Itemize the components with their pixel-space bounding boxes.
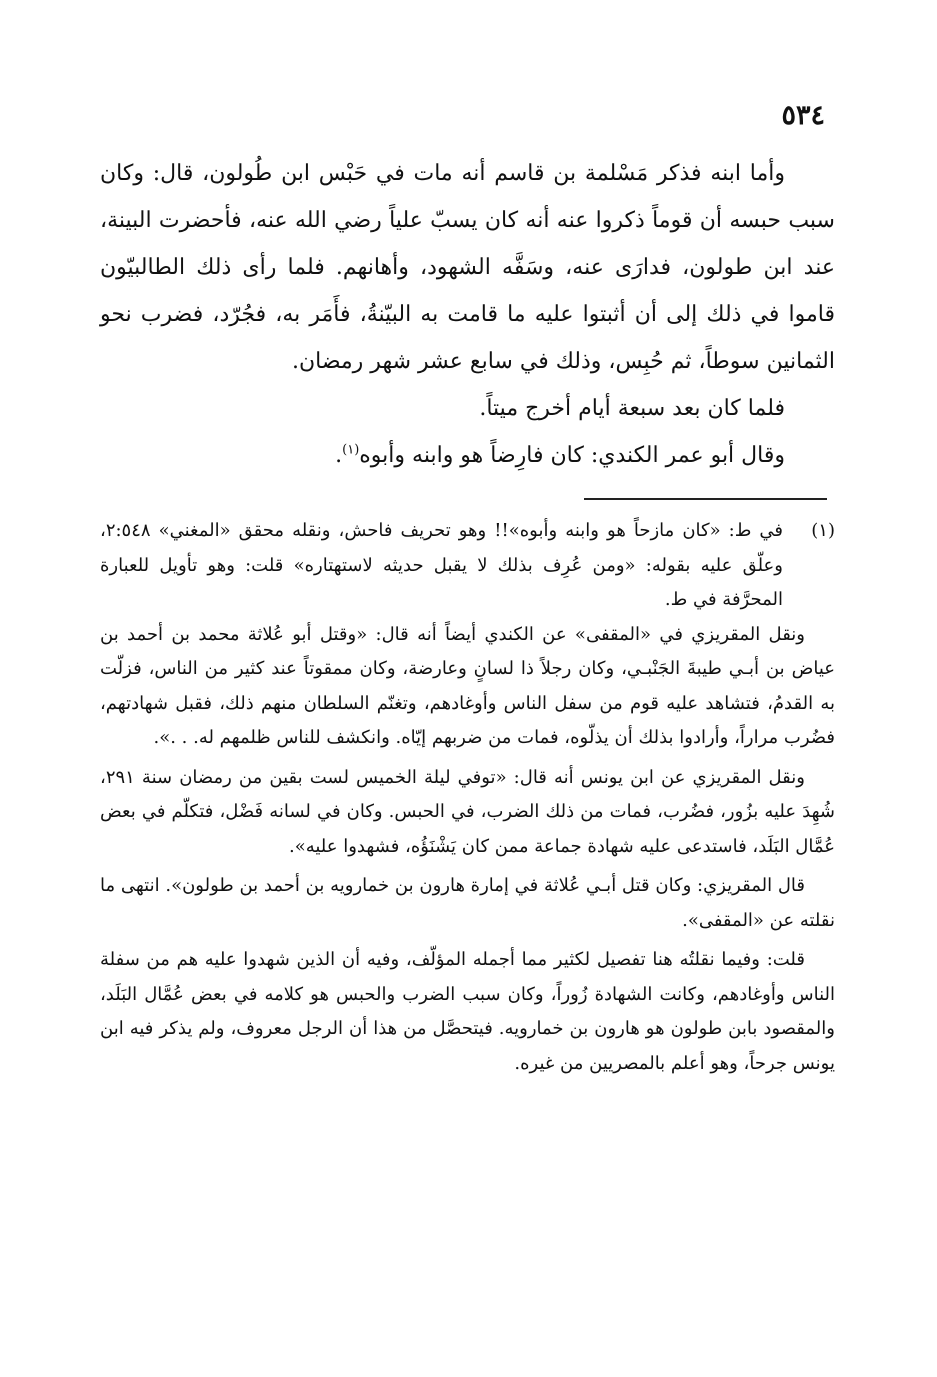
closing-period: . [335,443,343,468]
main-paragraph-text: وقال أبو عمر الكندي: كان فارِضاً هو وابنه وأبوه [359,443,785,468]
footnote-paragraph: ونقل المقريزي عن ابن يونس أنه قال: «توفي ليلة الخميس لست بقين من رمضان سنة ٢٩١، شُهِدَ عليه بزُور، فضُرب، فمات من ذلك الضرب، في الحبس. وكان في لسانه فَضْل، فتكلّم في بعض عُمَّال البَلَد، فاستدعى عليه شهادة جماعة ممن كان يَشْنَؤُه، فشهدوا عليه». [100,766,835,857]
footnote-1 [100,514,835,618]
footnote-paragraph: قلت: وفيما نقلتُه هنا تفصيل لكثير مما أجمله المؤلّف، وفيه أن الذين شهدوا عليه هم من سفلة الناس وأوغادهم، وكانت الشهادة زُوراً، وكان سبب الضرب والحبس هو كلامه في بعض عُمَّال البَلَد، والمقصود بابن طولون هو هارون بن خمارويه. فيتحصَّل من هذا أن الرجل معروف، ولم يذكر فيه ابن يونس جرحاً، وهو أعلم بالمصريين من غيره. [100,949,835,1074]
footnotes [100,514,835,1086]
main-paragraph: وأما ابنه فذكر مَسْلمة بن قاسم أنه مات في حَبْس ابن طُولون، قال: وكان سبب حبسه أن قوماً ذكروا عنه أنه كان يسبّ علياً رضي الله عنه، فأحضرت البينة، عند ابن طولون، فدارَى عنه، وسَفَّه الشهود، وأهانهم. فلما رأى ذلك الطالبيّون قاموا في ذلك إلى أن أثبتوا عليه ما قامت به البيّنةُ، فأَمَر به، فجُرّد، فضرب نحو الثمانين سوطاً، ثم حُبِس، وذلك في سابع عشر شهر رمضان. [100,161,835,374]
page-number: ٥٣٤ [781,100,825,131]
main-paragraph: فلما كان بعد سبعة أيام أخرج ميتاً. [479,396,785,421]
footnote-paragraph: ونقل المقريزي في «المقفى» عن الكندي أيضاً أنه قال: «وقتل أبو عُلاثة محمد بن أحمد بن عياض بن أبـي طيبةَ الجَنْبـي، وكان رجلاً ذا لسانٍ وعارضة، وكان ممقوتاً عند كثير من الناس، فزلّت به القدمُ، فتشاهد عليه قوم من سفل الناس وأوغادهم، وتغنّم السلطان منهم ذلك، فقبل شهادتهم، فضُرب مراراً، وأرادوا بذلك أن يذلّوه، فمات من ضربهم إيّاه. وانكشف للناس ظلمهم له. . .». [100,623,835,748]
main-text [100,150,835,479]
footnote-separator [584,498,827,500]
footnote-paragraph: قال المقريزي: وكان قتل أبـي عُلاثة في إمارة هارون بن خمارويه بن أحمد بن طولون». انتهى ما نقلته عن «المقفى». [100,875,835,931]
footnote-text: في ط: «كان مازحاً هو وابنه وأبوه»!! وهو تحريف فاحش، ونقله محقق «المغني» ٢:٥٤٨، وعلّق عليه بقوله: «ومن عُرِف بذلك لا يقبل حديثه لاستهتاره» قلت: وهو تأويل للعبارة المحرَّفة في ط. [100,520,783,610]
main-paragraph-final [100,432,835,479]
footnote-marker: (١) [811,520,835,541]
footnote-reference[interactable]: (١) [342,442,360,458]
